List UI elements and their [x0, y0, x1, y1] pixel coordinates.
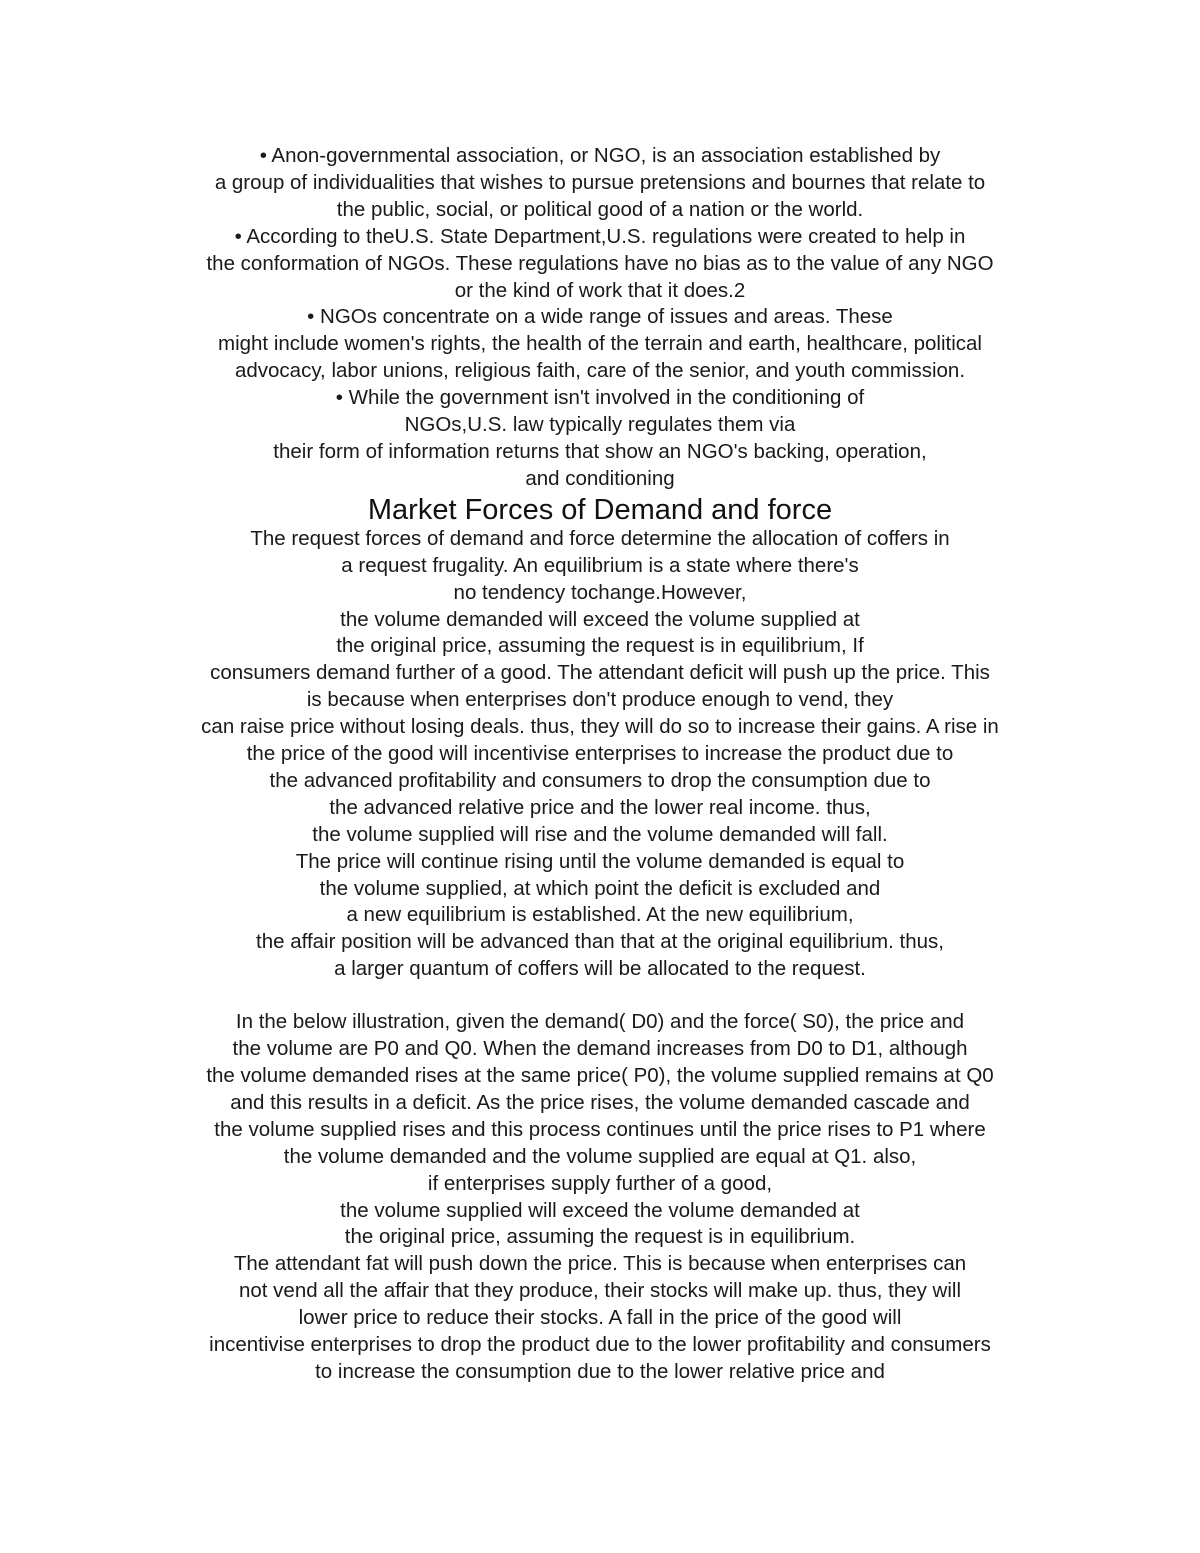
- text-line: or the kind of work that it does.2: [454, 278, 746, 302]
- text-line: not vend all the affair that they produce, their stocks will make up. thus, they will: [238, 1279, 962, 1303]
- text-line: and conditioning: [525, 466, 675, 490]
- text-line: the volume demanded and the volume supplied are equal at Q1. also,: [283, 1144, 917, 1168]
- section-heading: Market Forces of Demand and force: [367, 493, 833, 526]
- text-line: a new equilibrium is established. At the new equilibrium,: [346, 903, 854, 927]
- text-line: the volume are P0 and Q0. When the demand increases from D0 to D1, although: [232, 1037, 968, 1061]
- text-line: • Anon-governmental association, or NGO, is an association established by: [259, 144, 941, 167]
- text-line: the original price, assuming the request is in equilibrium, If: [336, 634, 864, 658]
- text-line: The attendant fat will push down the price. This is because when enterprises can: [233, 1252, 967, 1276]
- text-line: and this results in a deficit. As the price rises, the volume demanded cascade and: [230, 1090, 970, 1114]
- text-line: can raise price without losing deals. thus, they will do so to increase their gains. A rise in: [201, 715, 999, 739]
- text-line: the volume supplied will rise and the volume demanded will fall.: [312, 822, 888, 846]
- text-line: advocacy, labor unions, religious faith, care of the senior, and youth commission.: [234, 359, 966, 383]
- text-line: might include women's rights, the health of the terrain and earth, healthcare, political: [218, 332, 982, 356]
- text-line: incentivise enterprises to drop the product due to the lower profitability and consumers: [209, 1333, 991, 1357]
- text-line: NGOs,U.S. law typically regulates them via: [404, 413, 796, 437]
- text-line: the public, social, or political good of a nation or the world.: [336, 197, 864, 221]
- text-line: the price of the good will incentivise enterprises to increase the product due to: [246, 742, 954, 766]
- text-line: no tendency tochange.However,: [453, 580, 747, 604]
- document-page: [0, 143, 1200, 1386]
- text-line: a group of individualities that wishes to pursue pretensions and bournes that relate to: [214, 170, 986, 194]
- text-line: the volume supplied will exceed the volume demanded at: [340, 1198, 860, 1222]
- ngo-section: [0, 143, 1200, 493]
- text-line: the advanced profitability and consumers to drop the consumption due to: [269, 768, 931, 792]
- text-line: a larger quantum of coffers will be allocated to the request.: [334, 957, 866, 981]
- text-line: if enterprises supply further of a good,: [427, 1171, 773, 1195]
- text-line: the volume supplied, at which point the deficit is excluded and: [319, 876, 881, 900]
- text-line: lower price to reduce their stocks. A fall in the price of the good will: [298, 1306, 902, 1330]
- market-forces-section: [0, 526, 1200, 983]
- text-line: The request forces of demand and force determine the allocation of coffers in: [250, 526, 950, 550]
- text-line: In the below illustration, given the demand( D0) and the force( S0), the price and: [235, 1010, 965, 1034]
- text-line: the original price, assuming the request is in equilibrium.: [344, 1225, 856, 1249]
- text-line: • NGOs concentrate on a wide range of issues and areas. These: [307, 305, 893, 329]
- text-line: • According to theU.S. State Department,U.S. regulations were created to help in: [234, 224, 966, 248]
- text-line: a request frugality. An equilibrium is a state where there's: [341, 553, 859, 577]
- text-line: to increase the consumption due to the lower relative price and: [315, 1359, 885, 1383]
- illustration-section: [0, 1009, 1200, 1386]
- text-line: the volume demanded will exceed the volume supplied at: [340, 607, 860, 631]
- text-line: the volume demanded rises at the same price( P0), the volume supplied remains at Q0: [206, 1064, 994, 1087]
- text-line: The price will continue rising until the volume demanded is equal to: [295, 849, 905, 873]
- text-line: consumers demand further of a good. The attendant deficit will push up the price. This: [210, 661, 990, 685]
- text-line: the advanced relative price and the lower real income. thus,: [329, 795, 871, 819]
- paragraph-gap: [0, 983, 1200, 1009]
- text-line: the volume supplied rises and this process continues until the price rises to P1 where: [214, 1117, 986, 1141]
- text-line: the conformation of NGOs. These regulations have no bias as to the value of any NGO: [206, 251, 994, 275]
- text-line: the affair position will be advanced than that at the original equilibrium. thus,: [256, 930, 944, 954]
- text-line: their form of information returns that show an NGO's backing, operation,: [273, 439, 927, 463]
- text-line: • While the government isn't involved in the conditioning of: [335, 386, 865, 410]
- text-line: is because when enterprises don't produce enough to vend, they: [306, 688, 894, 712]
